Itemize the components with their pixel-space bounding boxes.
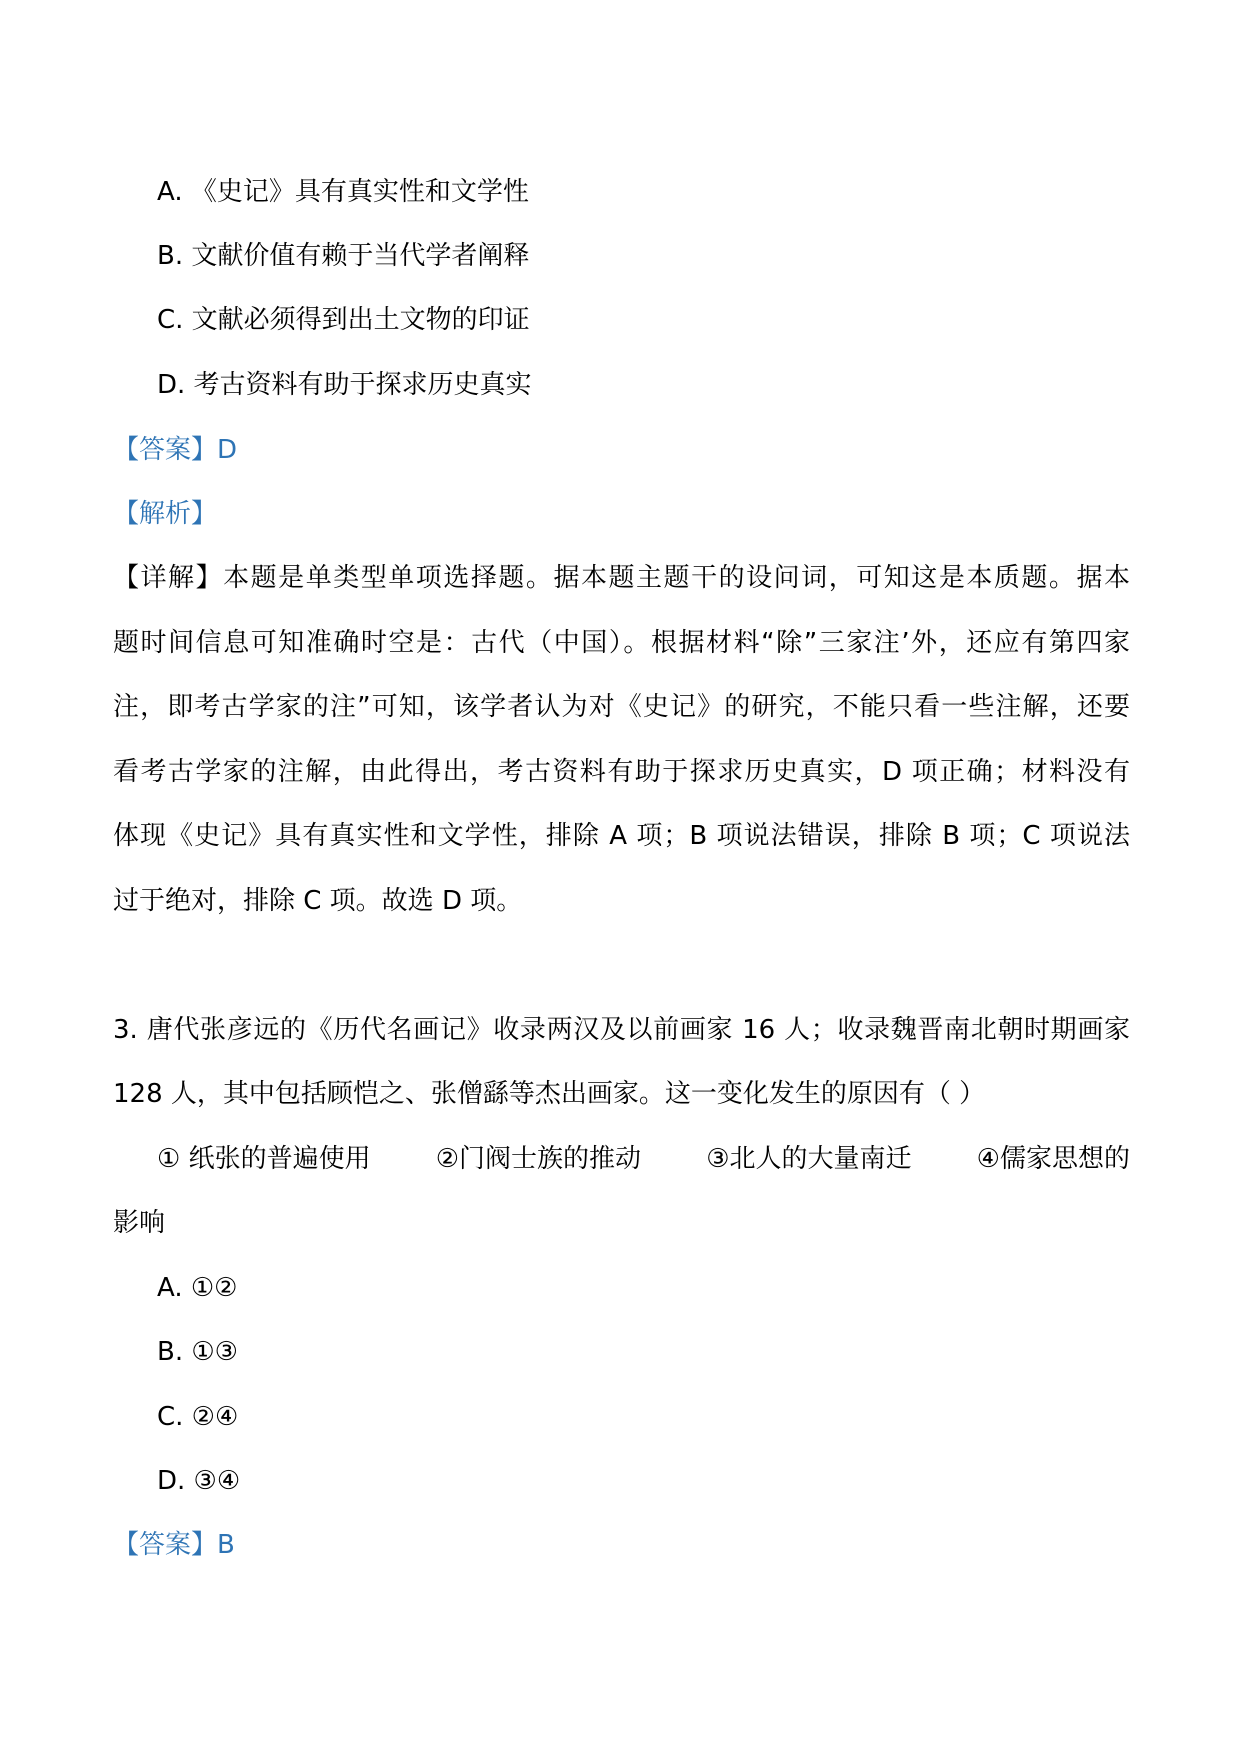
q3-option-b: B. ①③ <box>157 1337 238 1367</box>
q2-analysis-label: 【解析】 <box>113 499 218 529</box>
q2-detail-line-2: 题时间信息可知准确时空是：古代（中国）。根据材料“除”三家注’外，还应有第四家 <box>113 628 1130 658</box>
q2-detail-line-5: 体现《史记》具有真实性和文学性，排除 A 项；B 项说法错误，排除 B 项；C 项说法 <box>113 821 1131 851</box>
q2-option-d: D. 考古资料有助于探求历史真实 <box>157 370 532 400</box>
q3-option-a: A. ①② <box>157 1273 238 1303</box>
q3-item-2: ②门阀士族的推动 <box>435 1144 642 1174</box>
q2-detail-line-3: 注，即考古学家的注”可知，该学者认为对《史记》的研究，不能只看一些注解，还要 <box>113 692 1130 722</box>
q3-stem-line-2: 128 人，其中包括顾恺之、张僧繇等杰出画家。这一变化发生的原因有（ ） <box>113 1079 986 1109</box>
q3-item-4-wrap: 影响 <box>113 1208 166 1238</box>
q3-items-row <box>157 1141 1130 1177</box>
q2-detail-line-1: 【详解】本题是单类型单项选择题。据本题主题干的设问词，可知这是本质题。据本 <box>113 563 1130 593</box>
q3-stem-line-1: 3. 唐代张彦远的《历代名画记》收录两汉及以前画家 16 人；收录魏晋南北朝时期画家 <box>113 1015 1130 1045</box>
q3-option-c: C. ②④ <box>157 1402 239 1432</box>
q3-item-1: ① 纸张的普遍使用 <box>157 1144 371 1174</box>
q2-detail-line-4: 看考古学家的注解，由此得出，考古资料有助于探求历史真实，D 项正确；材料没有 <box>113 757 1130 787</box>
q3-answer: 【答案】B <box>113 1530 235 1560</box>
q2-option-c: C. 文献必须得到出土文物的印证 <box>157 305 530 335</box>
q2-answer: 【答案】D <box>113 435 238 465</box>
q2-option-b: B. 文献价值有赖于当代学者阐释 <box>157 241 530 271</box>
q2-detail-line-6: 过于绝对，排除 C 项。故选 D 项。 <box>113 886 523 916</box>
q3-item-3: ③北人的大量南迁 <box>706 1144 912 1174</box>
q3-option-d: D. ③④ <box>157 1466 241 1496</box>
q3-item-4: ④儒家思想的 <box>976 1144 1130 1174</box>
q2-option-a: A. 《史记》具有真实性和文学性 <box>157 177 529 207</box>
